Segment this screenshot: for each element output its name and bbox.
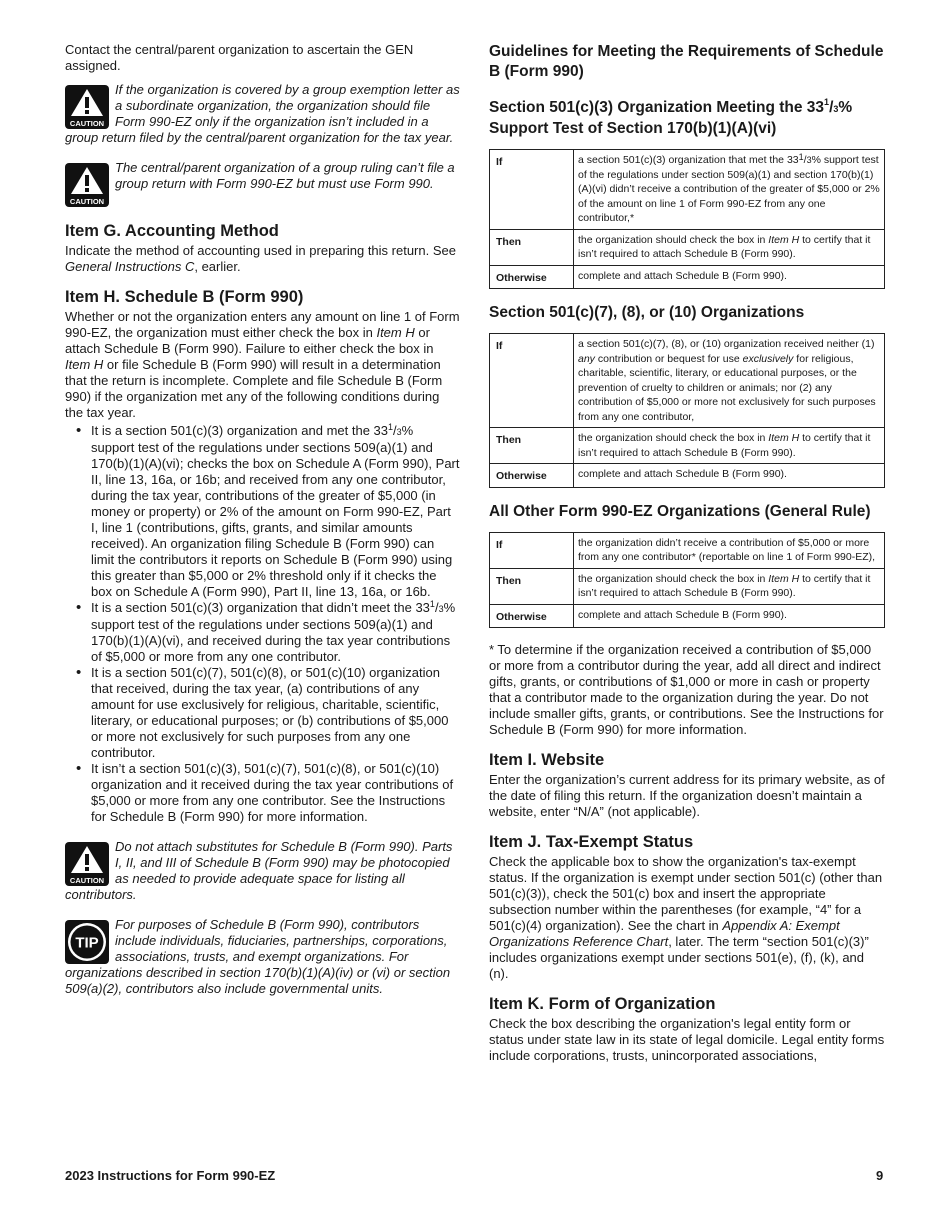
caution-icon [65,163,109,207]
footnote: * To determine if the organization received a contribution of $5,000 or more from a contributor during the year, add all direct and indirect gifts, grants, or contributions of $1,000 or more in cash or property that a contributor made to the organization during the year. Do not include smaller gifts, grants, or contributions. See the Instructions for Schedule B (Form 990) for more information. [489,642,884,737]
item-i-text: Enter the organization’s current address for its primary website, as of the date of filing this return. If the organization doesn’t maintain a website, enter “N/A” (not applicable). [489,772,885,819]
caution-note: CAUTION If the organization is covered by a group exemption letter as a subordinate organization, the organization should file Form 990-EZ only if the organization isn’t included in a group return filed by the central/parent organization for the tax year. [65,82,460,145]
svg-text:TIP: TIP [75,934,99,952]
table-row: If a section 501(c)(7), (8), or (10) organization received neither (1) any contribution or bequest for use exclusively for religious, charitable, scientific, literary, or educational purposes, or the prevention of cruelty to children or animals; nor (2) any contribution of $5,000 or more not exclusively for such purposes from any one contributor, [490,334,885,428]
item-h-heading: Item H. Schedule B (Form 990) [65,288,304,306]
item-g-heading: Item G. Accounting Method [65,222,279,240]
table-row: If the organization didn’t receive a contribution of $5,000 or more from any one contributor* (reportable on line 1 of Form 990-EZ), [490,532,885,568]
item-i-heading: Item I. Website [489,751,605,769]
left-column [65,42,460,997]
table-row: Otherwise complete and attach Schedule B (Form 990). [490,464,885,488]
caution-icon [65,85,109,129]
conditions-list [65,423,460,825]
list-item: • It is a section 501(c)(3) organization and met the $33^1/3\%$ support test of the regulations under sections 509(a)(1) and 170(b)(1)(A)(vi); checks the box on Schedule A (Form 990), Part II, line 13, 16a, or 16b; and received from any one contributor, during the tax year, contributions of the greater of $5,000 (in money or property) or 2% of the amount on Form 990-EZ, Part I, line 1 (contributions, gifts, grants, and similar amounts received). An organization filing Schedule B (Form 990) can limit the contributors it reports on Schedule B (Form 990) using this greater than $5,000 or 2% threshold only if it checks the box on Schedule A (Form 990), Part II, line 13, 16a, or 16b. [91,423,460,600]
table-row: Then the organization should check the box in Item H to certify that it isn’t required to attach Schedule B (Form 990). [490,428,885,464]
table-general-rule [489,532,885,629]
section-501c7-heading: Section 501(c)(7), (8), or (10) Organizations [489,304,805,321]
guidelines-heading: Guidelines for Meeting the Requirements of Schedule B (Form 990) [489,43,884,80]
caution-icon [65,842,109,886]
right-column [489,42,885,1064]
intro-text: Contact the central/parent organization to ascertain the GEN assigned. [65,42,414,73]
general-rule-heading: All Other Form 990-EZ Organizations (General Rule) [489,502,871,520]
item-k-text: Check the box describing the organization's legal entity form or status under state law in its state of legal domicile. Legal entity forms include corporations, trusts, unincorporated associations, [489,1016,885,1063]
item-k-heading: Item K. Form of Organization [489,995,716,1013]
page-number: 9 [876,1168,884,1183]
list-item: • It isn’t a section 501(c)(3), 501(c)(7), 501(c)(8), or 501(c)(10) organization and it received during the tax year contributions of $5,000 or more from any one contributor. See the Instructions for Schedule B (Form 990) for more information. [91,761,460,825]
table-row: If a section 501(c)(3) organization that met the 331/3% support test of the regulations under section 509(a)(1) and section 170(b)(1)(A)(vi) didn’t receive a contribution of the greater of $5,000 or 2% of the amount on line 1 of Form 990-EZ from any one contributor,* [490,150,885,230]
item-j-text: Check the applicable box to show the organization's tax-exempt status. If the organization is exempt under section 501(c) (other than 501(c)(3)), check the 501(c) box and insert the appropriate subsection number within the parentheses (for example, “4” for a 501(c)(4) organization). See the chart in Appendix A: Exempt Organizations Reference Chart, later. The term “section 501(c)(3)” includes organizations exempt under sections 501(e), (f), (k), and (n). [489,854,883,981]
caution-note: CAUTION The central/parent organization of a group ruling can’t file a group return with Form 990-EZ but must use Form 990. [65,160,460,192]
list-item: • It is a section 501(c)(7), 501(c)(8), or 501(c)(10) organization that received, during the tax year, (a) contributions of any amount for use exclusively for religious, charitable, scientific, literary, or educational purposes; or (b) contributions of $5,000 or more not exclusively for such purposes from any one contributor. [91,665,460,761]
table-row: Then the organization should check the box in Item H to certify that it isn’t required to attach Schedule B (Form 990). [490,229,885,265]
section-501c3-heading: Section 501(c)(3) Organization Meeting the $33^1/3\%$ Support Test of Section 170(b)(1)(A)(vi) [489,97,853,137]
table-501c3 [489,149,885,289]
svg-text:CAUTION: CAUTION [69,197,105,206]
tip-note: TIP For purposes of Schedule B (Form 990), contributors include individuals, fiduciaries, partnerships, corporations, associations, trusts, and exempt organizations. For organizations described in section 170(b)(1)(A)(iv) or (vi) or section 509(a)(2), contributors also include governmental units. [65,917,451,996]
footer-title: 2023 Instructions for Form 990-EZ [65,1168,276,1183]
svg-text:CAUTION: CAUTION [69,876,105,885]
table-row: Then the organization should check the box in Item H to certify that it isn’t required to attach Schedule B (Form 990). [490,568,885,604]
item-h-text: Whether or not the organization enters any amount on line 1 of Form 990-EZ, the organization must either check the box in Item H or attach Schedule B (Form 990). Failure to either check the box in Item H or file Schedule B (Form 990) will result in a determination that the return is incomplete. Complete and file Schedule B (Form 990) if the organization met any of the following conditions during the tax year. [65,309,460,420]
caution-note: CAUTION Do not attach substitutes for Schedule B (Form 990). Parts I, II, and III of Schedule B (Form 990) may be photocopied as needed to provide adequate space for listing all contributors. [65,839,453,902]
table-row: Otherwise complete and attach Schedule B (Form 990). [490,604,885,628]
list-item: • It is a section 501(c)(3) organization that didn’t meet the $33^1/3\%$ support test of the regulations under sections 509(a)(1) and 170(b)(1)(A)(vi), and received during the tax year contributions of $5,000 or more from any one contributor. [91,600,460,665]
table-row: Otherwise complete and attach Schedule B (Form 990). [490,265,885,289]
item-j-heading: Item J. Tax-Exempt Status [489,833,694,851]
tip-icon [65,920,109,964]
svg-text:CAUTION: CAUTION [69,119,105,128]
item-g-text: Indicate the method of accounting used in preparing this return. See General Instructions C, earlier. [65,243,456,274]
table-501c7 [489,333,885,488]
